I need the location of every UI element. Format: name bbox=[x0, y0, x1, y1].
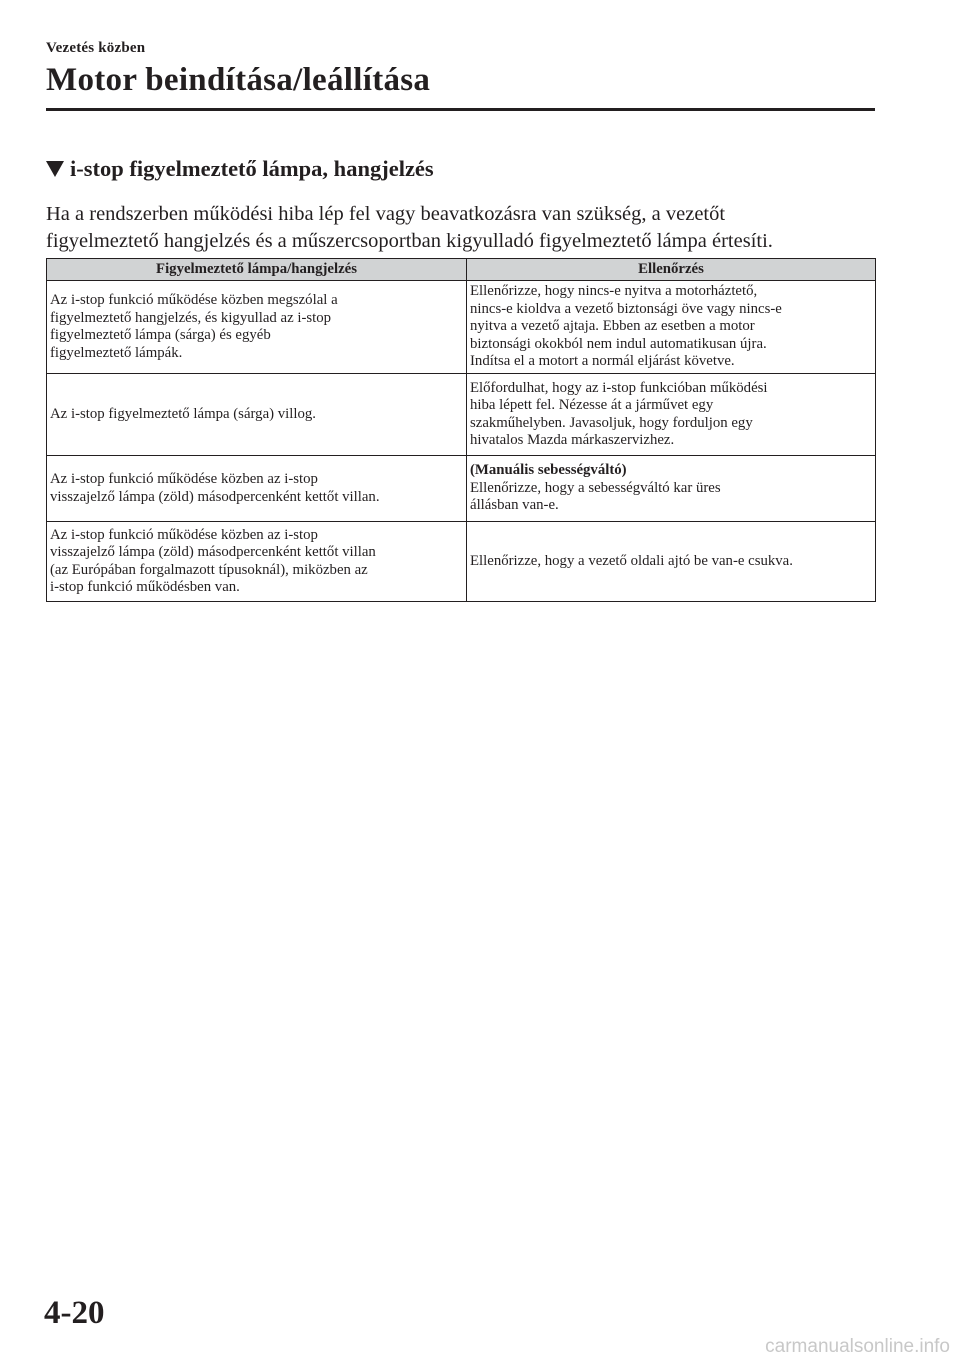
cell-line: nincs-e kioldva a vezető biztonsági öve vagy nincs-e bbox=[470, 300, 782, 317]
cell-line: Az i-stop funkció működése közben az i-stop bbox=[50, 526, 318, 543]
cell-line: i-stop funkció működésben van. bbox=[50, 579, 240, 595]
intro-paragraph bbox=[46, 201, 886, 255]
cell-line: hivatalos Mazda márkaszervizhez. bbox=[470, 432, 675, 448]
table-row bbox=[47, 281, 876, 374]
check-cell bbox=[467, 281, 876, 374]
condition-cell bbox=[47, 522, 467, 602]
intro-line: figyelmeztető hangjelzés és a műszercsoportban kigyulladó figyelmeztető lámpa értesíti. bbox=[46, 230, 773, 252]
subsection-title: i-stop figyelmeztető lámpa, hangjelzés bbox=[70, 156, 434, 181]
cell-line: Előfordulhat, hogy az i-stop funkcióban működési bbox=[470, 379, 768, 396]
cell-line: Indítsa el a motort a normál eljárást követve. bbox=[470, 353, 735, 370]
triangle-down-icon bbox=[46, 161, 64, 177]
cell-line: nyitva a vezető ajtaja. Ebben az esetben a motor bbox=[470, 318, 755, 335]
column-header-check: Ellenőrzés bbox=[467, 259, 876, 281]
watermark: carmanualsonline.info bbox=[765, 1336, 950, 1357]
cell-line: figyelmeztető lámpák. bbox=[50, 344, 183, 361]
cell-line: állásban van-e. bbox=[470, 497, 559, 514]
cell-line: visszajelző lámpa (zöld) másodpercenként kettőt villan bbox=[50, 544, 376, 560]
column-header-warning: Figyelmeztető lámpa/hangjelzés bbox=[47, 259, 467, 281]
cell-line: hiba lépett fel. Nézesse át a járművet egy bbox=[470, 397, 714, 413]
cell-line: szakműhelyben. Javasoljuk, hogy forduljon egy bbox=[470, 414, 753, 431]
intro-line: Ha a rendszerben működési hiba lép fel vagy beavatkozásra van szükség, a vezetőt bbox=[46, 203, 726, 225]
check-cell bbox=[467, 374, 876, 456]
cell-line: Az i-stop funkció működése közben az i-stop bbox=[50, 471, 318, 487]
table-row bbox=[47, 456, 876, 522]
page-number: 4-20 bbox=[44, 1295, 105, 1331]
table-row bbox=[47, 374, 876, 456]
section-label: Vezetés közben bbox=[46, 40, 146, 56]
cell-line: Az i-stop figyelmeztető lámpa (sárga) villog. bbox=[50, 405, 316, 422]
cell-line: visszajelző lámpa (zöld) másodpercenként kettőt villan. bbox=[50, 488, 380, 505]
table-row bbox=[47, 522, 876, 602]
cell-line: Ellenőrizze, hogy a sebességváltó kar üres bbox=[470, 479, 721, 496]
condition-cell bbox=[47, 281, 467, 374]
cell-line: Ellenőrizze, hogy nincs-e nyitva a motorháztető, bbox=[470, 283, 758, 300]
chapter-title: Motor beindítása/leállítása bbox=[46, 62, 431, 98]
condition-cell bbox=[47, 456, 467, 522]
cell-line: Az i-stop funkció működése közben megszólal a bbox=[50, 292, 338, 308]
check-heading: (Manuális sebességváltó) bbox=[470, 462, 627, 479]
table-header-row bbox=[47, 259, 876, 281]
cell-line: figyelmeztető lámpa (sárga) és egyéb bbox=[50, 327, 271, 343]
cell-line: (az Európában forgalmazott típusoknál), miközben az bbox=[50, 561, 368, 578]
cell-line: biztonsági okokból nem indul automatikusan újra. bbox=[470, 335, 767, 352]
condition-cell bbox=[47, 374, 467, 456]
check-cell bbox=[467, 456, 876, 522]
subsection-heading bbox=[46, 156, 434, 182]
cell-line: Ellenőrizze, hogy a vezető oldali ajtó be van-e csukva. bbox=[470, 552, 793, 569]
title-divider bbox=[46, 108, 875, 111]
cell-line: figyelmeztető hangjelzés, és kigyullad az i-stop bbox=[50, 309, 332, 326]
warning-table bbox=[46, 258, 876, 602]
check-cell bbox=[467, 522, 876, 602]
